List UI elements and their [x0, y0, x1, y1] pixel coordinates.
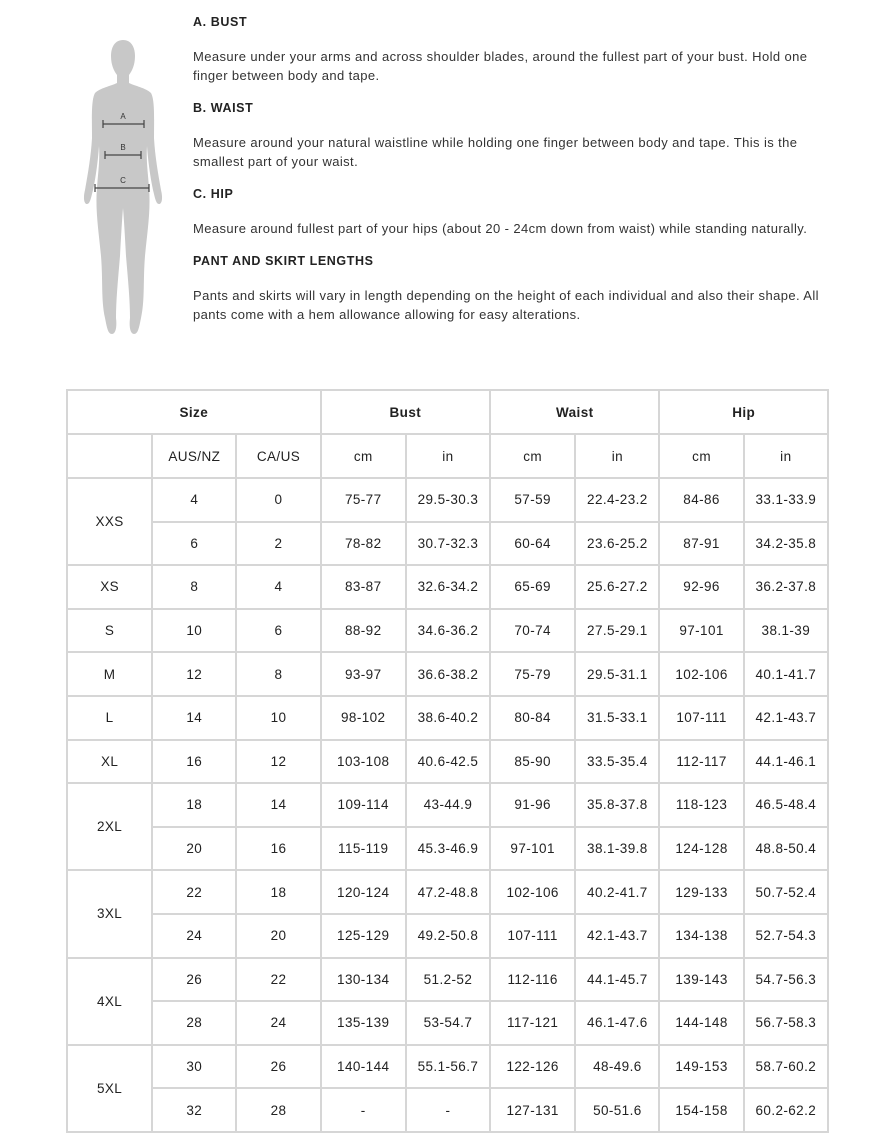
bust-in-cell: 55.1-56.7 [406, 1045, 490, 1089]
waist-instructions: Measure around your natural waistline while holding one finger between body and tape. This is the smallest part of your waist. [193, 135, 798, 169]
bust-heading: A. BUST [193, 15, 248, 29]
ca-us-cell: 12 [236, 740, 320, 784]
size-label-cell: XXS [67, 478, 152, 565]
hip-cm-cell: 87-91 [659, 522, 743, 566]
ca-us-cell: 22 [236, 958, 320, 1002]
bust-cm-cell: 88-92 [321, 609, 406, 653]
bust-cm-cell: 130-134 [321, 958, 406, 1002]
hip-cm-cell: 154-158 [659, 1088, 743, 1132]
table-row [67, 652, 828, 696]
hip-in-cell: 42.1-43.7 [744, 696, 828, 740]
waist-in-cell: 46.1-47.6 [575, 1001, 659, 1045]
aus-nz-cell: 14 [152, 696, 236, 740]
aus-nz-header: AUS/NZ [152, 434, 236, 478]
waist-in-cell: 38.1-39.8 [575, 827, 659, 871]
table-row [67, 827, 828, 871]
hip-cm-cell: 84-86 [659, 478, 743, 522]
waist-cm-cell: 80-84 [490, 696, 575, 740]
table-row [67, 696, 828, 740]
aus-nz-cell: 4 [152, 478, 236, 522]
hip-cm-cell: 92-96 [659, 565, 743, 609]
bust-in-cell: 34.6-36.2 [406, 609, 490, 653]
aus-nz-cell: 26 [152, 958, 236, 1002]
waist-in-cell: 27.5-29.1 [575, 609, 659, 653]
waist-cm-cell: 65-69 [490, 565, 575, 609]
ca-us-cell: 28 [236, 1088, 320, 1132]
bust-in-header: in [406, 434, 490, 478]
waist-cm-cell: 97-101 [490, 827, 575, 871]
table-row [67, 870, 828, 914]
hip-cm-cell: 112-117 [659, 740, 743, 784]
hip-in-cell: 50.7-52.4 [744, 870, 828, 914]
hip-cm-cell: 107-111 [659, 696, 743, 740]
hip-in-cell: 58.7-60.2 [744, 1045, 828, 1089]
hip-in-header: in [744, 434, 828, 478]
table-row [67, 958, 828, 1002]
size-chart-table [66, 389, 829, 1133]
waist-in-cell: 44.1-45.7 [575, 958, 659, 1002]
label-b: B [120, 143, 126, 152]
waist-cm-cell: 75-79 [490, 652, 575, 696]
hip-instructions: Measure around fullest part of your hips (about 20 - 24cm down from waist) while standing naturally. [193, 221, 808, 236]
ca-us-cell: 8 [236, 652, 320, 696]
subheader-row [67, 434, 828, 478]
ca-us-cell: 16 [236, 827, 320, 871]
waist-cm-cell: 57-59 [490, 478, 575, 522]
table-row [67, 1045, 828, 1089]
hip-in-cell: 40.1-41.7 [744, 652, 828, 696]
hip-in-cell: 44.1-46.1 [744, 740, 828, 784]
hip-in-cell: 48.8-50.4 [744, 827, 828, 871]
ca-us-cell: 24 [236, 1001, 320, 1045]
size-label-cell: 3XL [67, 870, 152, 957]
bust-in-cell: 36.6-38.2 [406, 652, 490, 696]
hip-in-cell: 33.1-33.9 [744, 478, 828, 522]
size-table-body [67, 478, 828, 1132]
ca-us-cell: 4 [236, 565, 320, 609]
waist-in-cell: 31.5-33.1 [575, 696, 659, 740]
pant-skirt-heading: PANT AND SKIRT LENGTHS [193, 254, 374, 268]
aus-nz-cell: 18 [152, 783, 236, 827]
bust-in-cell: 49.2-50.8 [406, 914, 490, 958]
aus-nz-cell: 30 [152, 1045, 236, 1089]
bust-cm-cell: 115-119 [321, 827, 406, 871]
table-row [67, 783, 828, 827]
body-silhouette [78, 38, 168, 336]
ca-us-cell: 6 [236, 609, 320, 653]
hip-in-cell: 56.7-58.3 [744, 1001, 828, 1045]
group-header-row [67, 390, 828, 434]
waist-cm-cell: 85-90 [490, 740, 575, 784]
bust-cm-cell: 109-114 [321, 783, 406, 827]
waist-in-cell: 23.6-25.2 [575, 522, 659, 566]
label-a: A [120, 112, 126, 121]
hip-cm-cell: 124-128 [659, 827, 743, 871]
bust-cm-cell: 93-97 [321, 652, 406, 696]
aus-nz-cell: 20 [152, 827, 236, 871]
hip-in-cell: 54.7-56.3 [744, 958, 828, 1002]
bust-cm-cell: 98-102 [321, 696, 406, 740]
size-label-cell: L [67, 696, 152, 740]
hip-cm-header: cm [659, 434, 743, 478]
hip-in-cell: 60.2-62.2 [744, 1088, 828, 1132]
hip-cm-cell: 97-101 [659, 609, 743, 653]
waist-in-cell: 33.5-35.4 [575, 740, 659, 784]
table-row [67, 478, 828, 522]
waist-in-cell: 25.6-27.2 [575, 565, 659, 609]
bust-cm-cell: 140-144 [321, 1045, 406, 1089]
hip-heading: C. HIP [193, 187, 234, 201]
waist-cm-cell: 70-74 [490, 609, 575, 653]
bust-in-cell: 32.6-34.2 [406, 565, 490, 609]
table-row [67, 609, 828, 653]
bust-in-cell: 38.6-40.2 [406, 696, 490, 740]
size-label-cell: 5XL [67, 1045, 152, 1132]
aus-nz-cell: 22 [152, 870, 236, 914]
label-c: C [120, 176, 126, 185]
ca-us-cell: 20 [236, 914, 320, 958]
bust-cm-cell: 78-82 [321, 522, 406, 566]
hip-in-cell: 46.5-48.4 [744, 783, 828, 827]
aus-nz-cell: 10 [152, 609, 236, 653]
waist-in-cell: 40.2-41.7 [575, 870, 659, 914]
bust-group-header: Bust [321, 390, 490, 434]
waist-cm-cell: 127-131 [490, 1088, 575, 1132]
aus-nz-cell: 12 [152, 652, 236, 696]
table-row [67, 740, 828, 784]
hip-cm-cell: 144-148 [659, 1001, 743, 1045]
hip-in-cell: 38.1-39 [744, 609, 828, 653]
waist-in-cell: 29.5-31.1 [575, 652, 659, 696]
bust-cm-cell: 135-139 [321, 1001, 406, 1045]
table-row [67, 1001, 828, 1045]
waist-cm-cell: 122-126 [490, 1045, 575, 1089]
hip-cm-cell: 129-133 [659, 870, 743, 914]
bust-in-cell: - [406, 1088, 490, 1132]
hip-in-cell: 36.2-37.8 [744, 565, 828, 609]
table-row [67, 1088, 828, 1132]
waist-cm-cell: 112-116 [490, 958, 575, 1002]
ca-us-cell: 14 [236, 783, 320, 827]
ca-us-cell: 0 [236, 478, 320, 522]
waist-in-cell: 48-49.6 [575, 1045, 659, 1089]
size-label-cell: XL [67, 740, 152, 784]
waist-group-header: Waist [490, 390, 659, 434]
ca-us-cell: 26 [236, 1045, 320, 1089]
waist-in-cell: 50-51.6 [575, 1088, 659, 1132]
aus-nz-cell: 28 [152, 1001, 236, 1045]
aus-nz-cell: 6 [152, 522, 236, 566]
bust-in-cell: 40.6-42.5 [406, 740, 490, 784]
size-label-cell: S [67, 609, 152, 653]
waist-in-header: in [575, 434, 659, 478]
size-label-cell: XS [67, 565, 152, 609]
waist-in-cell: 35.8-37.8 [575, 783, 659, 827]
bust-cm-cell: 125-129 [321, 914, 406, 958]
bust-instructions: Measure under your arms and across shoulder blades, around the fullest part of your bust. Hold one finger between body and tape. [193, 49, 808, 83]
waist-cm-cell: 91-96 [490, 783, 575, 827]
size-label-cell: M [67, 652, 152, 696]
table-row [67, 522, 828, 566]
bust-cm-cell: 103-108 [321, 740, 406, 784]
bust-in-cell: 43-44.9 [406, 783, 490, 827]
waist-cm-cell: 102-106 [490, 870, 575, 914]
bust-in-cell: 45.3-46.9 [406, 827, 490, 871]
ca-us-cell: 18 [236, 870, 320, 914]
size-group-header: Size [67, 390, 321, 434]
ca-us-cell: 10 [236, 696, 320, 740]
waist-in-cell: 42.1-43.7 [575, 914, 659, 958]
bust-cm-cell: 120-124 [321, 870, 406, 914]
waist-in-cell: 22.4-23.2 [575, 478, 659, 522]
hip-cm-cell: 134-138 [659, 914, 743, 958]
bust-cm-cell: 75-77 [321, 478, 406, 522]
bust-in-cell: 47.2-48.8 [406, 870, 490, 914]
waist-cm-cell: 117-121 [490, 1001, 575, 1045]
ca-us-header: CA/US [236, 434, 320, 478]
hip-in-cell: 34.2-35.8 [744, 522, 828, 566]
bust-in-cell: 53-54.7 [406, 1001, 490, 1045]
table-row [67, 914, 828, 958]
bust-cm-header: cm [321, 434, 406, 478]
hip-cm-cell: 102-106 [659, 652, 743, 696]
bust-in-cell: 30.7-32.3 [406, 522, 490, 566]
waist-cm-cell: 60-64 [490, 522, 575, 566]
waist-cm-header: cm [490, 434, 575, 478]
waist-heading: B. WAIST [193, 101, 254, 115]
hip-in-cell: 52.7-54.3 [744, 914, 828, 958]
size-label-cell: 4XL [67, 958, 152, 1045]
bust-cm-cell: - [321, 1088, 406, 1132]
pant-skirt-instructions: Pants and skirts will vary in length depending on the height of each individual and also their shape. All pants come with a hem allowance allowing for easy alterations. [193, 288, 819, 322]
body-silhouette-shape [84, 40, 162, 334]
hip-cm-cell: 149-153 [659, 1045, 743, 1089]
hip-cm-cell: 139-143 [659, 958, 743, 1002]
aus-nz-cell: 16 [152, 740, 236, 784]
hip-group-header: Hip [659, 390, 828, 434]
bust-in-cell: 29.5-30.3 [406, 478, 490, 522]
bust-cm-cell: 83-87 [321, 565, 406, 609]
measurement-instructions [193, 12, 833, 339]
waist-cm-cell: 107-111 [490, 914, 575, 958]
ca-us-cell: 2 [236, 522, 320, 566]
aus-nz-cell: 32 [152, 1088, 236, 1132]
hip-cm-cell: 118-123 [659, 783, 743, 827]
size-label-cell: 2XL [67, 783, 152, 870]
aus-nz-cell: 8 [152, 565, 236, 609]
table-row [67, 565, 828, 609]
aus-nz-cell: 24 [152, 914, 236, 958]
bust-in-cell: 51.2-52 [406, 958, 490, 1002]
empty-header-cell [67, 434, 152, 478]
